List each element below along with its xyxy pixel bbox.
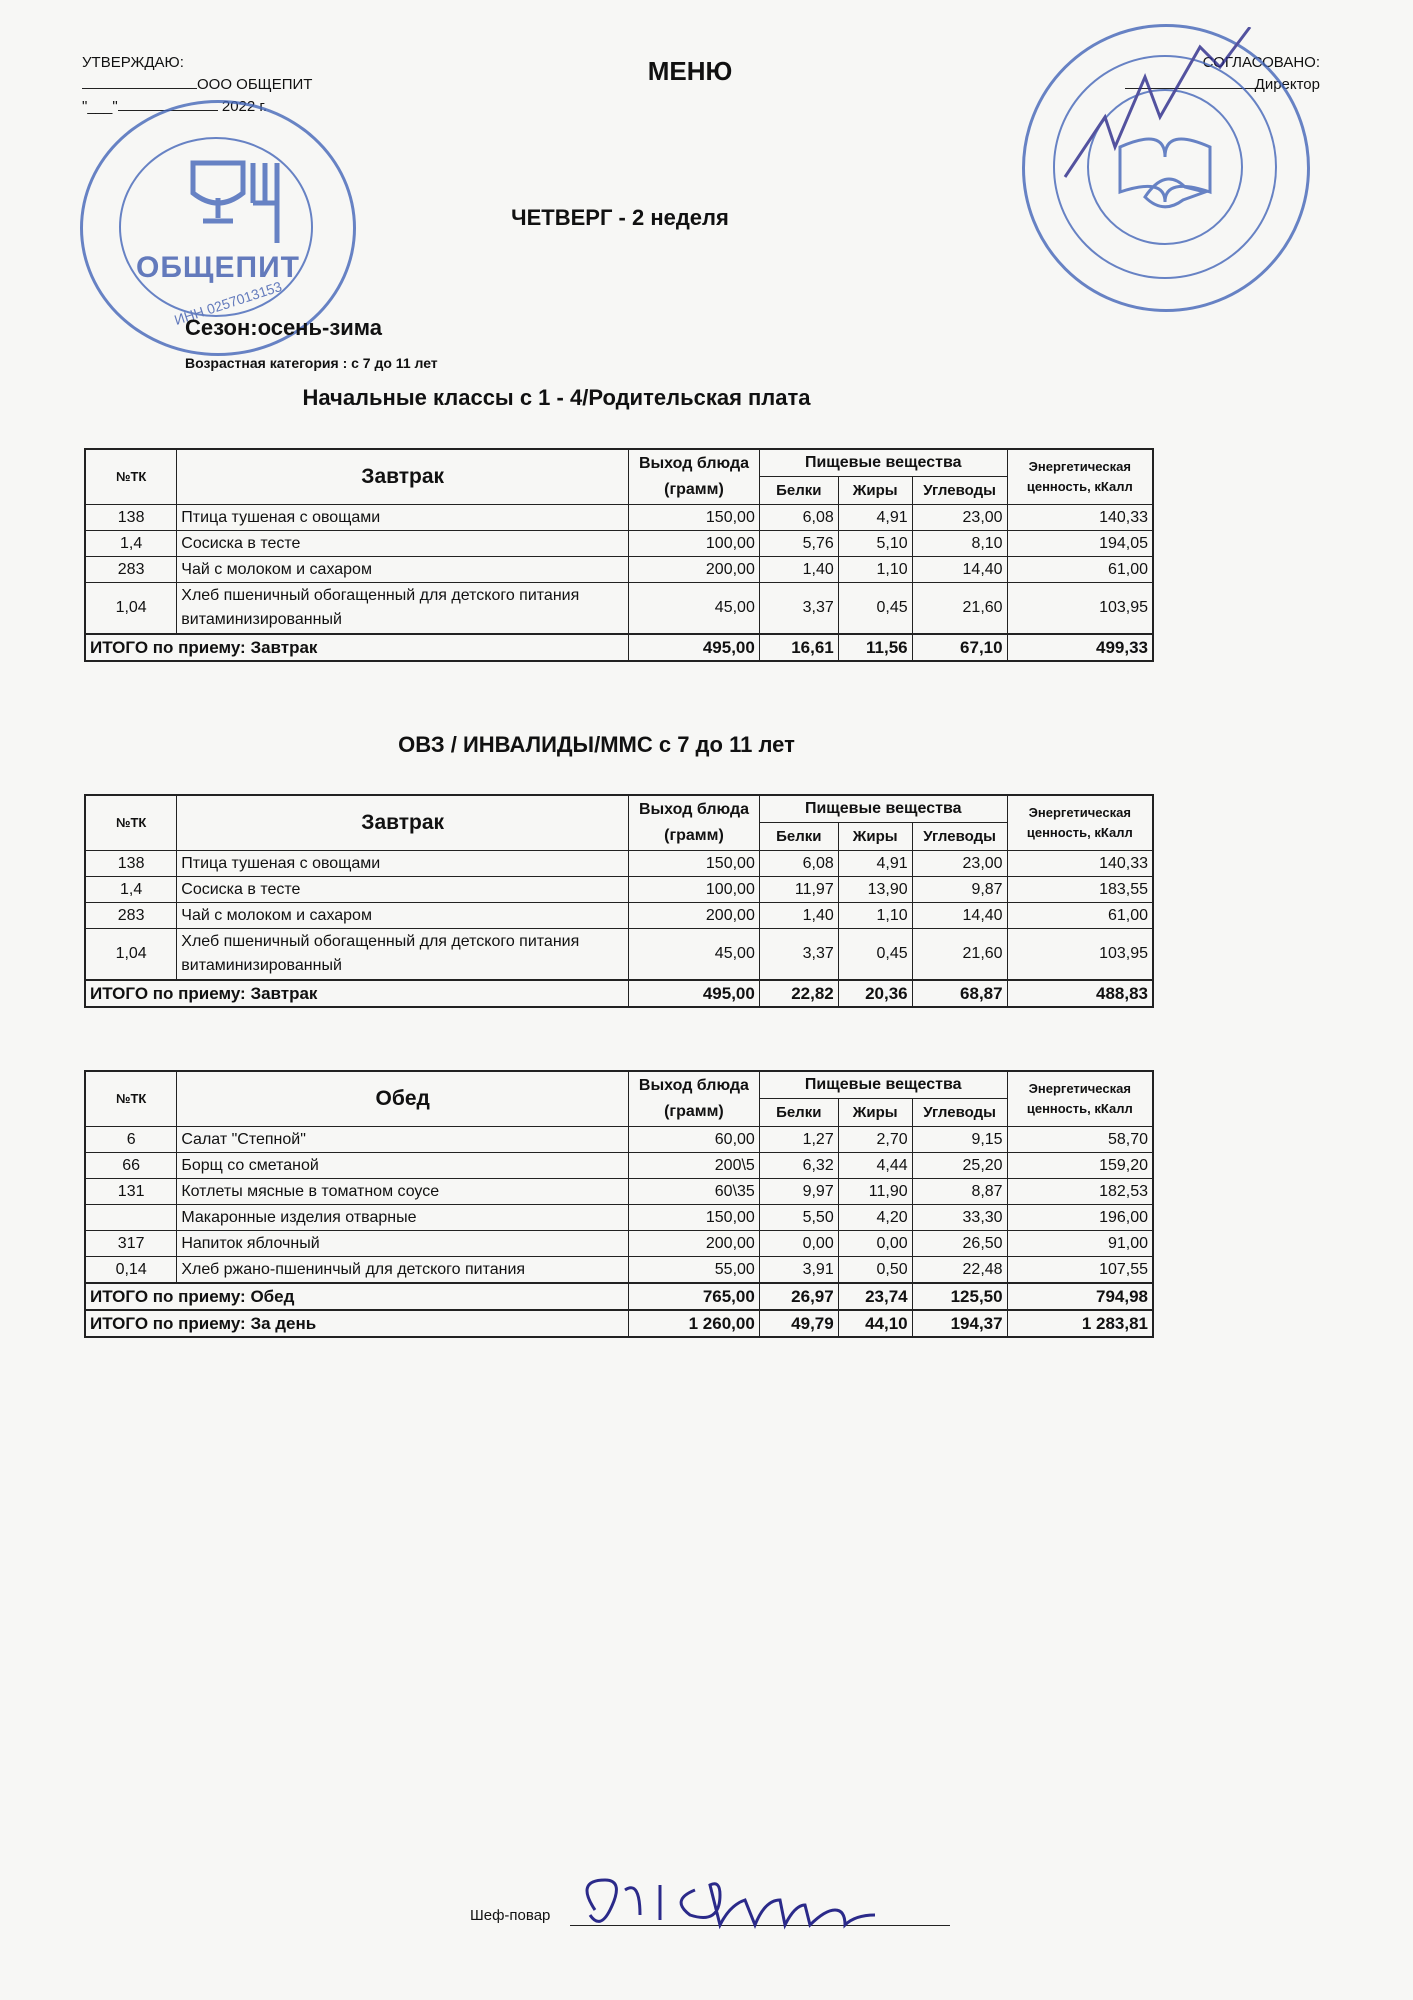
col-protein-header: Белки — [759, 823, 838, 851]
col-protein-header: Белки — [759, 1099, 838, 1127]
table-row: 0,14 Хлеб ржано-пшенинчый для детского питания 55,00 3,91 0,50 22,48 107,55 — [85, 1257, 1153, 1284]
agree-title: СОГЛАСОВАНО: — [1202, 54, 1320, 71]
chef-signature-icon — [565, 1870, 965, 1940]
meal-header: Завтрак — [177, 795, 629, 851]
approve-date-prefix: "___" — [82, 98, 118, 115]
section1-title: Начальные классы с 1 - 4/Родительская плата — [302, 385, 811, 410]
col-fat-header: Жиры — [838, 1099, 912, 1127]
approve-org: ООО ОБЩЕПИТ — [197, 76, 313, 93]
season-label: Сезон:осень-зима — [185, 315, 383, 340]
total-row: ИТОГО по приему: Завтрак 495,00 22,82 20,36 68,87 488,83 — [85, 980, 1153, 1007]
breakfast-table-primary — [84, 448, 1154, 662]
col-carbs-header: Углеводы — [912, 823, 1007, 851]
table-row: 138 Птица тушеная с овощами 150,00 6,08 4,91 23,00 140,33 — [85, 851, 1153, 877]
col-output-header: Выход блюда (грамм) — [629, 1071, 760, 1127]
col-output-header: Выход блюда (грамм) — [629, 795, 760, 851]
table-row: 283 Чай с молоком и сахаром 200,00 1,40 1,10 14,40 61,00 — [85, 557, 1153, 583]
table-row: 283 Чай с молоком и сахаром 200,00 1,40 1,10 14,40 61,00 — [85, 903, 1153, 929]
approve-title: УТВЕРЖДАЮ: — [82, 54, 184, 71]
col-carbs-header: Углеводы — [912, 477, 1007, 505]
school-stamp — [1022, 24, 1310, 312]
total-row: ИТОГО по приему: Обед 765,00 26,97 23,74 125,50 794,98 — [85, 1283, 1153, 1310]
stamp-logo-text: ОБЩЕПИТ — [136, 251, 300, 284]
col-energy-header: Энергетическая ценность, кКалл — [1007, 449, 1153, 505]
col-fat-header: Жиры — [838, 477, 912, 505]
age-category-label: Возрастная категория : с 7 до 11 лет — [185, 355, 438, 371]
col-num-header: №ТК — [85, 449, 177, 505]
col-energy-header: Энергетическая ценность, кКалл — [1007, 1071, 1153, 1127]
table-row: 1,4 Сосиска в тесте 100,00 11,97 13,90 9,87 183,55 — [85, 877, 1153, 903]
approve-date: 2022 г. — [221, 98, 268, 115]
table-row: 1,04 Хлеб пшеничный обогащенный для детского питания витаминизированный 45,00 3,37 0,45 21,60 103,95 — [85, 583, 1153, 635]
col-nutrients-header: Пищевые вещества — [759, 1071, 1007, 1099]
breakfast-table-ovz — [84, 794, 1154, 1008]
meal-header: Завтрак — [177, 449, 629, 505]
lunch-table-ovz — [84, 1070, 1154, 1338]
agree-role: Директор — [1254, 76, 1320, 93]
day-total-row: ИТОГО по приему: За день 1 260,00 49,79 44,10 194,37 1 283,81 — [85, 1310, 1153, 1337]
col-protein-header: Белки — [759, 477, 838, 505]
chef-label: Шеф-повар — [470, 1907, 551, 1924]
table-row: 6 Салат "Степной" 60,00 1,27 2,70 9,15 58,70 — [85, 1127, 1153, 1153]
table-row: 131 Котлеты мясные в томатном соусе 60\35 9,97 11,90 8,87 182,53 — [85, 1179, 1153, 1205]
col-nutrients-header: Пищевые вещества — [759, 795, 1007, 823]
stamp-inn: ИНН 0257013153 — [172, 278, 284, 328]
day-heading: ЧЕТВЕРГ - 2 неделя — [511, 205, 729, 230]
table-row: 317 Напиток яблочный 200,00 0,00 0,00 26,50 91,00 — [85, 1231, 1153, 1257]
section2-title: ОВЗ / ИНВАЛИДЫ/ММС с 7 до 11 лет — [398, 732, 795, 757]
col-num-header: №ТК — [85, 1071, 177, 1127]
col-fat-header: Жиры — [838, 823, 912, 851]
table-row: 66 Борщ со сметаной 200\5 6,32 4,44 25,20 159,20 — [85, 1153, 1153, 1179]
meal-header: Обед — [177, 1071, 629, 1127]
page-title: МЕНЮ — [647, 56, 733, 86]
col-output-header: Выход блюда (грамм) — [629, 449, 760, 505]
col-num-header: №ТК — [85, 795, 177, 851]
col-carbs-header: Углеводы — [912, 1099, 1007, 1127]
table-row: Макаронные изделия отварные 150,00 5,50 4,20 33,30 196,00 — [85, 1205, 1153, 1231]
table-row: 138 Птица тушеная с овощами 150,00 6,08 4,91 23,00 140,33 — [85, 505, 1153, 531]
col-energy-header: Энергетическая ценность, кКалл — [1007, 795, 1153, 851]
table-row: 1,4 Сосиска в тесте 100,00 5,76 5,10 8,10 194,05 — [85, 531, 1153, 557]
col-nutrients-header: Пищевые вещества — [759, 449, 1007, 477]
director-signature-icon — [1025, 27, 1307, 309]
table-row: 1,04 Хлеб пшеничный обогащенный для детского питания витаминизированный 45,00 3,37 0,45 21,60 103,95 — [85, 929, 1153, 981]
total-row: ИТОГО по приему: Завтрак 495,00 16,61 11,56 67,10 499,33 — [85, 634, 1153, 661]
